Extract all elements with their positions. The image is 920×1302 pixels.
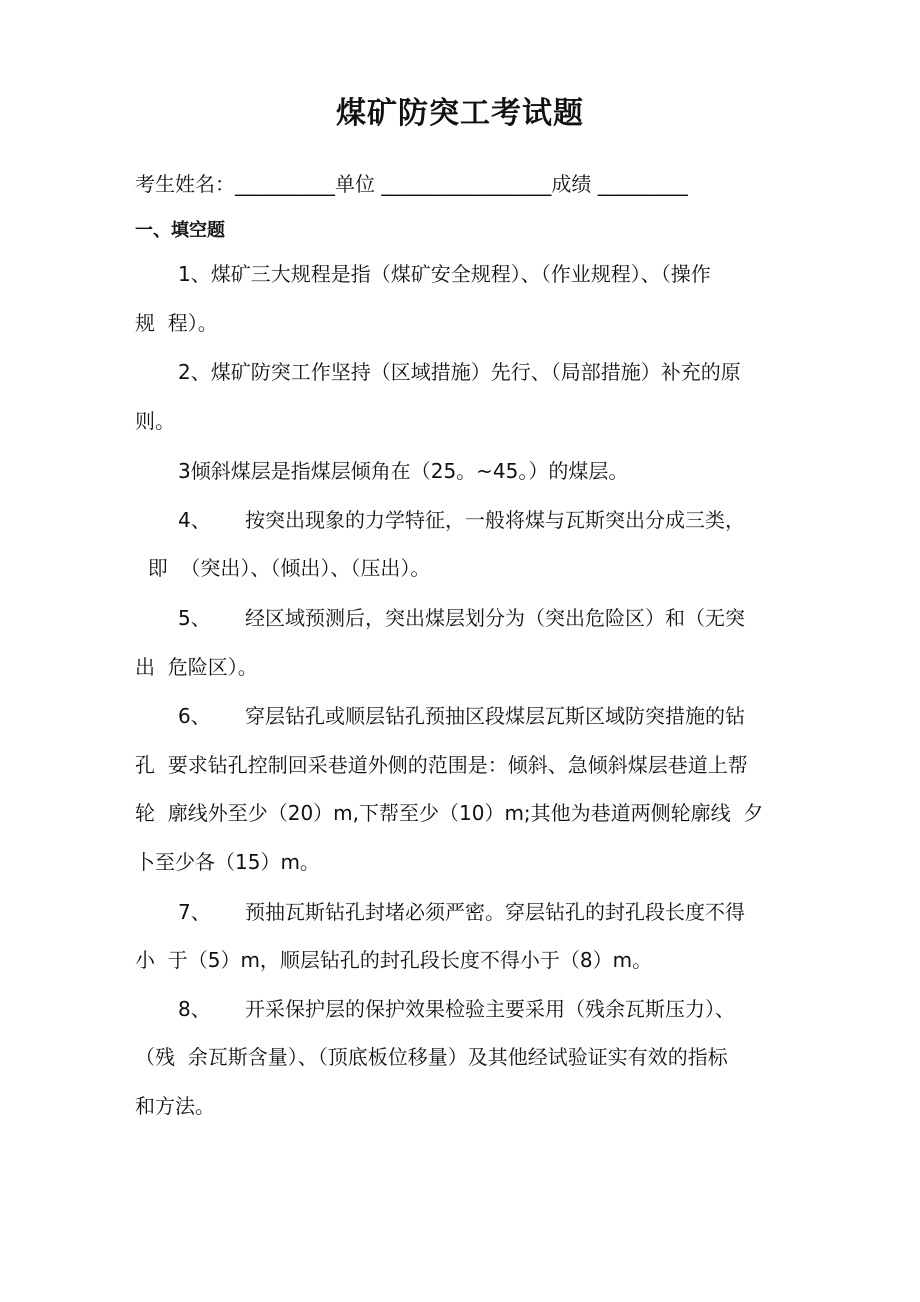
question-8-line-1: 开采保护层的保护效果检验主要采用（残余瓦斯压力）、 — [245, 997, 735, 1021]
question-7-line-1: 预抽瓦斯钻孔封堵必须严密。穿层钻孔的封孔段长度不得 — [245, 900, 745, 924]
question-6-line-4: 卜至少各（15）m。 — [135, 850, 320, 874]
question-7-line-2: 小 于（5）m，顺层钻孔的封孔段长度不得小于（8）m。 — [135, 948, 653, 972]
question-8-line-2: （残 余瓦斯含量）、（顶底板位移量）及其他经试验证实有效的指标 — [135, 1045, 728, 1069]
question-6-line-1: 穿层钻孔或顺层钻孔预抽区段煤层瓦斯区域防突措施的钻 — [245, 704, 745, 728]
section-heading: 一、填空题 — [135, 220, 225, 241]
question-1-line-2: 规 程）。 — [135, 311, 218, 335]
question-6-number: 6、 — [178, 704, 211, 728]
question-4-line-2: 即 （突出）、（倾出）、（压出）。 — [135, 556, 431, 580]
question-8-line-3: 和方法。 — [135, 1094, 215, 1118]
candidate-info-line: 考生姓名：__________单位 _________________成绩 _________ — [135, 172, 688, 196]
question-5-line-1: 经区域预测后，突出煤层划分为（突出危险区）和（无突 — [245, 606, 745, 630]
question-1-line-1: 1、煤矿三大规程是指（煤矿安全规程）、（作业规程）、（操作 — [178, 262, 711, 286]
question-8-number: 8、 — [178, 997, 211, 1021]
question-6-line-3: 轮 廓线外至少（20）m,下帮至少（10）m;其他为巷道两侧轮廓线 夕 — [135, 801, 764, 825]
question-6-line-2: 孔 要求钻孔控制回采巷道外侧的范围是：倾斜、急倾斜煤层巷道上帮 — [135, 753, 748, 777]
question-5-line-2: 出 危险区）。 — [135, 655, 258, 679]
question-2-line-2: 则。 — [135, 409, 175, 433]
question-2-line-1: 2、煤矿防突工作坚持（区域措施）先行、（局部措施）补充的原 — [178, 360, 741, 384]
question-7-number: 7、 — [178, 900, 211, 924]
question-4-number: 4、 — [178, 508, 211, 532]
page-title: 煤矿防突工考试题 — [336, 96, 584, 131]
question-3-line-1: 3倾斜煤层是指煤层倾角在（25。~45。）的煤层。 — [178, 459, 629, 483]
question-4-line-1: 按突出现象的力学特征，一般将煤与瓦斯突出分成三类， — [245, 508, 745, 532]
question-5-number: 5、 — [178, 606, 211, 630]
